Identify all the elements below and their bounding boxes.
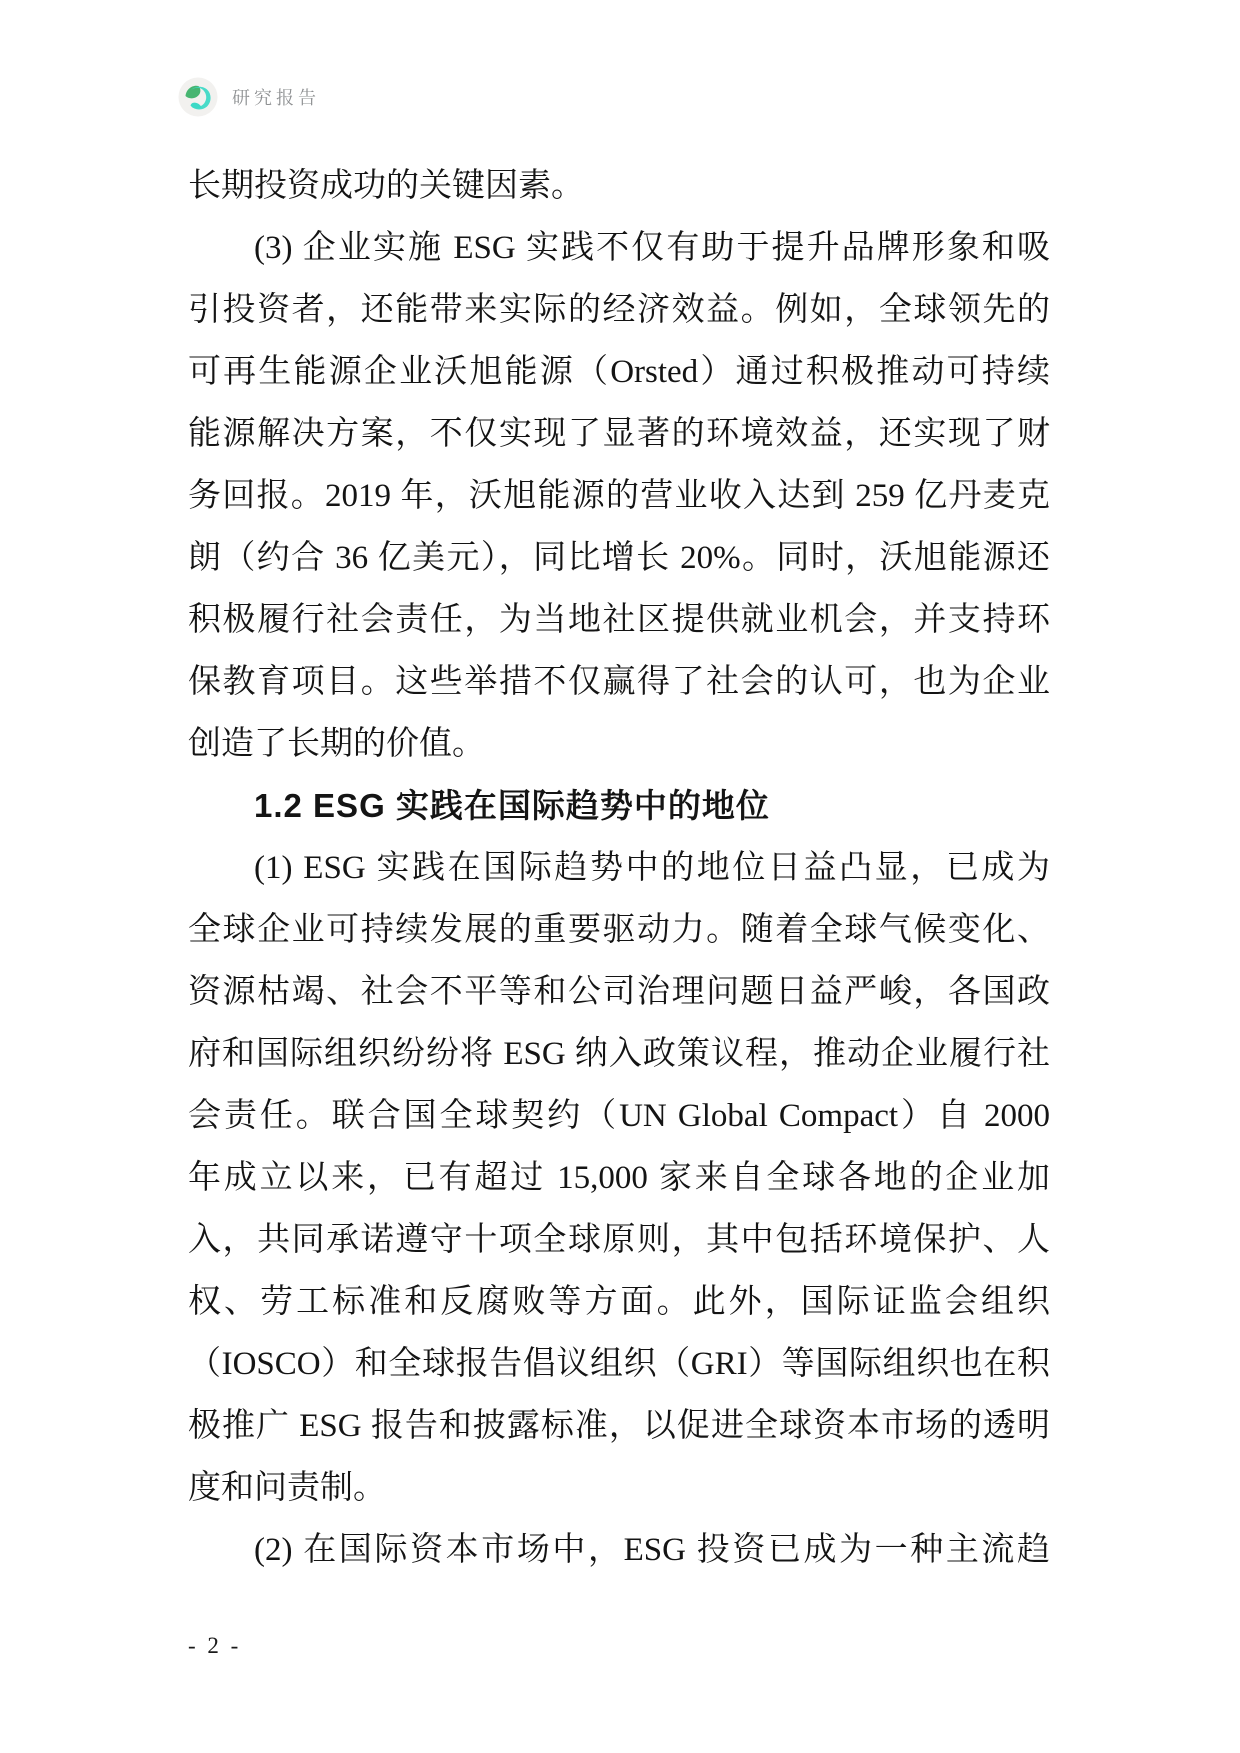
- body-line: 年成立以来，已有超过 15,000 家来自全球各地的企业加: [188, 1160, 1050, 1196]
- body-line: 权、劳工标准和反腐败等方面。此外，国际证监会组织: [188, 1284, 1050, 1320]
- body-line: (3) 企业实施 ESG 实践不仅有助于提升品牌形象和吸: [254, 230, 1050, 266]
- body-line: 可再生能源企业沃旭能源（Orsted）通过积极推动可持续: [188, 354, 1050, 390]
- document-body: [188, 155, 1050, 1581]
- body-line: 资源枯竭、社会不平等和公司治理问题日益严峻，各国政: [188, 974, 1050, 1010]
- section-heading: 1.2 ESG 实践在国际趋势中的地位: [254, 787, 770, 824]
- body-line: 入，共同承诺遵守十项全球原则，其中包括环境保护、人: [188, 1222, 1050, 1258]
- body-line: 保教育项目。这些举措不仅赢得了社会的认可，也为企业: [188, 664, 1050, 700]
- body-line: 创造了长期的价值。: [188, 726, 485, 762]
- body-line: (2) 在国际资本市场中，ESG 投资已成为一种主流趋: [254, 1532, 1050, 1568]
- body-line: 能源解决方案，不仅实现了显著的环境效益，还实现了财: [188, 416, 1050, 452]
- body-line: 引投资者，还能带来实际的经济效益。例如，全球领先的: [188, 292, 1050, 328]
- body-line: 务回报。2019 年，沃旭能源的营业收入达到 259 亿丹麦克: [188, 478, 1050, 514]
- report-header: [178, 76, 320, 118]
- brand-label: 研究报告: [232, 88, 320, 108]
- body-line: （IOSCO）和全球报告倡议组织（GRI）等国际组织也在积: [188, 1346, 1050, 1382]
- body-line: (1) ESG 实践在国际趋势中的地位日益凸显，已成为: [254, 850, 1050, 886]
- body-line: 长期投资成功的关键因素。: [188, 168, 584, 204]
- body-line: 极推广 ESG 报告和披露标准，以促进全球资本市场的透明: [188, 1408, 1050, 1444]
- brand-leaf-logo-icon: [178, 77, 218, 117]
- body-line: 会责任。联合国全球契约（UN Global Compact）自 2000: [188, 1098, 1050, 1134]
- body-line: 积极履行社会责任，为当地社区提供就业机会，并支持环: [188, 602, 1050, 638]
- page-number: - 2 -: [188, 1633, 242, 1658]
- body-line: 度和问责制。: [188, 1470, 386, 1506]
- body-line: 府和国际组织纷纷将 ESG 纳入政策议程，推动企业履行社: [188, 1036, 1050, 1072]
- body-line: 全球企业可持续发展的重要驱动力。随着全球气候变化、: [188, 912, 1050, 948]
- body-line: 朗（约合 36 亿美元），同比增长 20%。同时，沃旭能源还: [188, 540, 1050, 576]
